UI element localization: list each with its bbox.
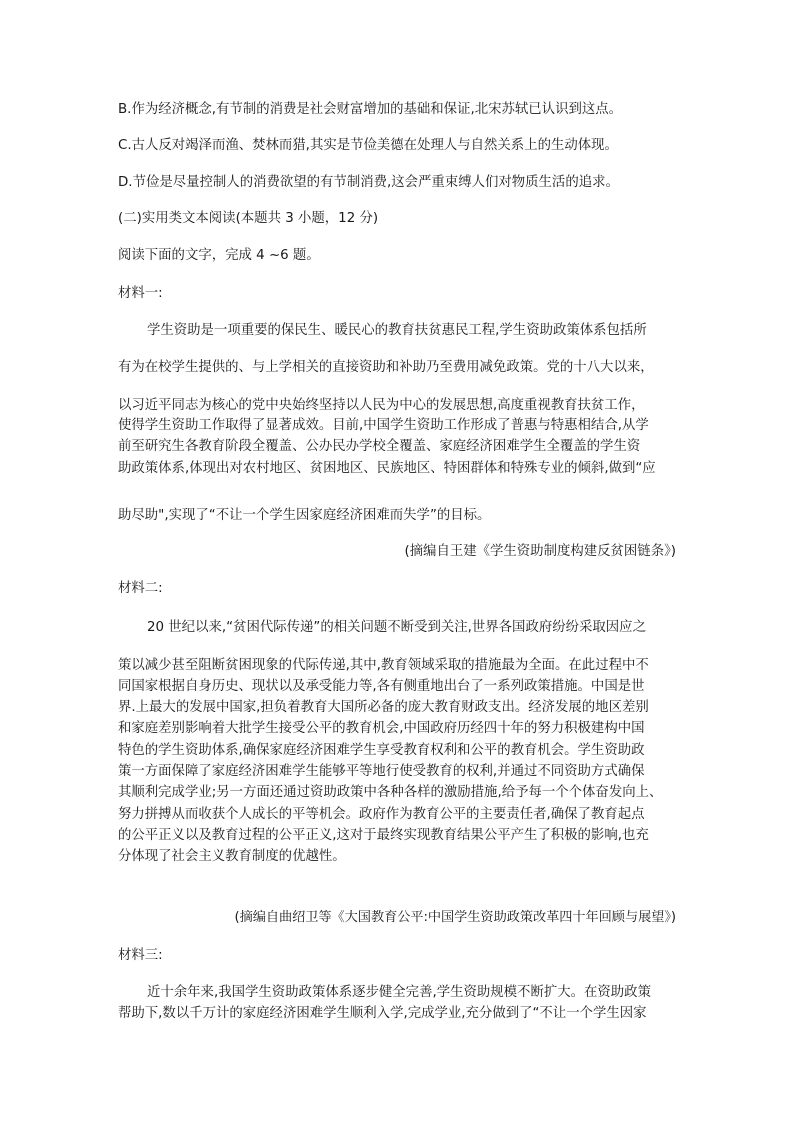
material2-label: 材料二: [118, 581, 163, 596]
material2-line: 分体现了社会主义教育制度的优越性。 [118, 849, 346, 864]
material2-line: 同国家根据自身历史、现状以及承受能力等,各有侧重地出台了一系列政策措施。中国是世 [118, 679, 645, 694]
material3-label: 材料三: [118, 948, 163, 963]
section-heading: (二)实用类文本阅读(本题共 3 小题，12 分) [118, 211, 379, 226]
material2-line: 策以减少甚至阻断贫困现象的代际传递,其中,教育领域采取的措施最为全面。在此过程中不 [118, 658, 649, 673]
material2-line: 的公平正义以及教育过程的公平正义,这对于最终实现教育结果公平产生了积极的影响,也充 [118, 828, 649, 843]
material1-line: 使得学生资助工作取得了显著成效。目前,中国学生资助工作形成了普惠与特惠相结合,从学 [118, 418, 649, 433]
material1-line: 助政策体系,体现出对农村地区、贫困地区、民族地区、特困群体和特殊专业的倾斜,做到“应 [118, 461, 656, 476]
material2-line: 策一方面保障了家庭经济困难学生能够平等地行使受教育的权利,并通过不同资助方式确保 [118, 764, 645, 779]
material3-line: 帮助下,数以千万计的家庭经济困难学生顺利入学,完成学业,充分做到了“不让一个学生因家 [118, 1006, 647, 1021]
material1-line: 助尽助",实现了“不让一个学生因家庭经济困难而失学”的目标。 [118, 508, 491, 523]
section-instruction: 阅读下面的文字，完成 4 ~6 题。 [118, 248, 320, 263]
option-c: C.古人反对竭泽而渔、焚林而猎,其实是节俭美德在处理人与自然关系上的生动体现。 [118, 138, 618, 153]
material2-line: 努力拼搏从而收获个人成长的平等机会。政府作为教育公平的主要责任者,确保了教育起点 [118, 807, 645, 822]
material1-line: 以习近平同志为核心的党中央始终坚持以人民为中心的发展思想,高度重视教育扶贫工作， [118, 398, 645, 413]
material1-line: 前至研究生各教育阶段全覆盖、公办民办学校全覆盖、家庭经济困难学生全覆盖的学生资 [118, 439, 641, 454]
material2-line: 和家庭差别影响着大批学生接受公平的教育机会,中国政府历经四十年的努力积极建构中国 [118, 721, 645, 736]
material1-line: 有为在校学生提供的、与上学相关的直接资助和补助乃至费用减免政策。党的十八大以来， [118, 360, 654, 375]
material2-line: 20 世纪以来,“贫困代际传递”的相关问题不断受到关注,世界各国政府纷纷采取因应之 [147, 620, 646, 635]
material2-line: 特色的学生资助体系,确保家庭经济困难学生享受教育权利和公平的教育机会。学生资助政 [118, 743, 645, 758]
option-d: D.节俭是尽量控制人的消费欲望的有节制消费,这会严重束缚人们对物质生活的追求。 [118, 175, 619, 190]
material2-line: 界.上最大的发展中国家,担负着教育大国所必备的庞大教育财政支出。经济发展的地区差别 [118, 700, 649, 715]
material2-source: (摘编自曲绍卫等《大国教育公平:中国学生资助政策改革四十年回顾与展望》) [234, 910, 676, 925]
material1-source: (摘编自王建《学生资助制度构建反贫困链条》) [404, 544, 676, 559]
option-b: B.作为经济概念,有节制的消费是社会财富增加的基础和保证,北宋苏轼已认识到这点。 [118, 102, 623, 117]
material2-line: 其顺利完成学业;另一方面还通过资助政策中各种各样的激励措施,给予每一个个体奋发向上、 [118, 785, 663, 800]
material3-line: 近十余年来,我国学生资助政策体系逐步健全完善,学生资助规模不断扩大。在资助政策 [147, 985, 651, 1000]
material1-line: 学生资助是一项重要的保民生、暖民心的教育扶贫惠民工程,学生资助政策体系包括所 [147, 323, 647, 338]
material1-label: 材料一: [118, 286, 163, 301]
